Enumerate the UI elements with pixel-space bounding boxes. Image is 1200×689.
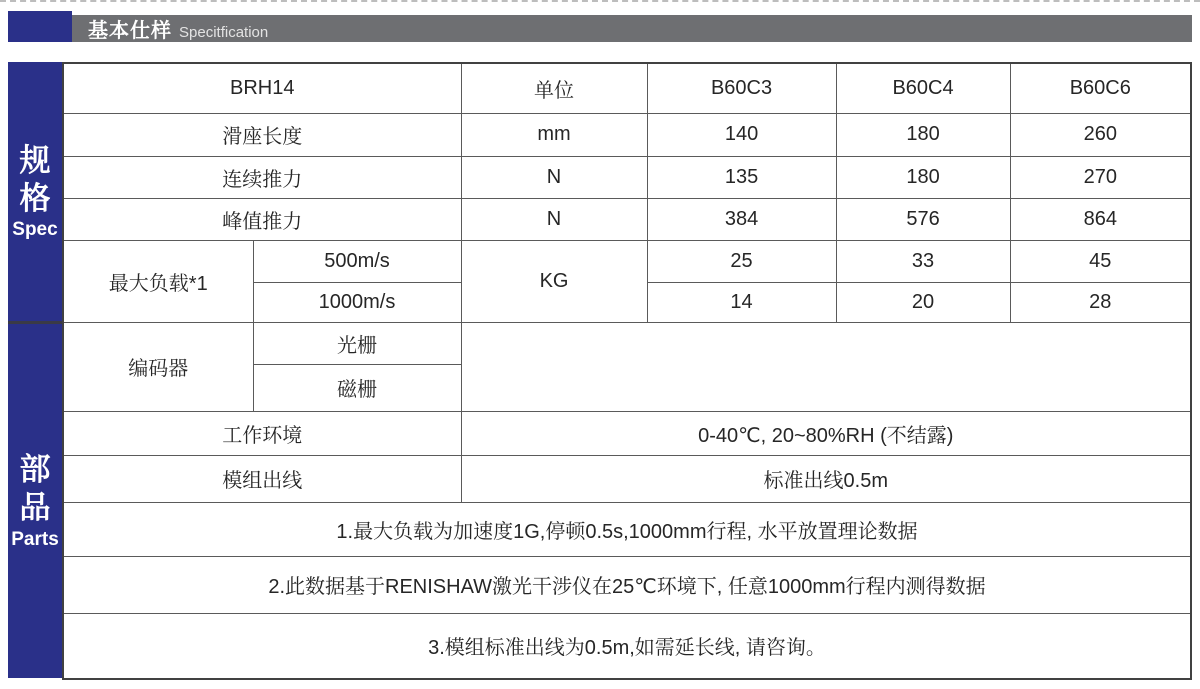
row-note-1: [63, 502, 1191, 556]
encoder-empty-cell: [461, 322, 1191, 411]
max-load-speed-1000: 1000m/s: [253, 282, 461, 322]
encoder-label: 编码器: [63, 322, 253, 411]
max-load-unit: KG: [461, 240, 647, 322]
cable-label: 模组出线: [63, 455, 461, 502]
value-cell: 180: [836, 156, 1010, 198]
sidebar-section-parts: [8, 321, 62, 678]
value-cell: 140: [647, 113, 836, 156]
sidebar-spec-label-en: Spec: [12, 219, 58, 241]
row-note-3: [63, 613, 1191, 679]
value-cell: 25: [647, 240, 836, 282]
header-col-b60c6: B60C6: [1010, 63, 1191, 113]
value-cell: 45: [1010, 240, 1191, 282]
row-label: 连续推力: [63, 156, 461, 198]
value-cell: 33: [836, 240, 1010, 282]
row-note-2: [63, 556, 1191, 613]
row-peak-force: [63, 198, 1191, 240]
value-cell: 864: [1010, 198, 1191, 240]
row-cable: [63, 455, 1191, 502]
value-cell: 260: [1010, 113, 1191, 156]
section-title-zh: 基本仕样: [88, 20, 172, 42]
spec-table: [62, 62, 1192, 680]
header-unit: 单位: [461, 63, 647, 113]
row-environment: [63, 411, 1191, 455]
value-cell: 576: [836, 198, 1010, 240]
value-cell: 180: [836, 113, 1010, 156]
encoder-type-magnetic: 磁栅: [253, 364, 461, 411]
header-model: BRH14: [63, 63, 461, 113]
spec-table-wrapper: [62, 62, 1192, 680]
value-cell: 14: [647, 282, 836, 322]
note-2: 2.此数据基于RENISHAW激光干涉仪在25℃环境下, 任意1000mm行程内测得数据: [63, 556, 1191, 613]
row-label: 峰值推力: [63, 198, 461, 240]
value-cell: 20: [836, 282, 1010, 322]
title-accent-block: [8, 11, 72, 42]
value-cell: 384: [647, 198, 836, 240]
header-col-b60c4: B60C4: [836, 63, 1010, 113]
sidebar-section-spec: [8, 62, 62, 321]
row-continuous-force: [63, 156, 1191, 198]
value-cell: 270: [1010, 156, 1191, 198]
sidebar-parts-label-zh: 部品: [19, 452, 51, 525]
value-cell: 28: [1010, 282, 1191, 322]
cable-value: 标准出线0.5m: [461, 455, 1191, 502]
section-title: [88, 14, 268, 43]
header-col-b60c3: B60C3: [647, 63, 836, 113]
encoder-type-optical: 光栅: [253, 322, 461, 364]
sidebar-parts-label-en: Parts: [11, 528, 59, 550]
environment-label: 工作环境: [63, 411, 461, 455]
sidebar-spec-label-zh: 规格: [19, 142, 51, 216]
row-max-load-500: [63, 240, 1191, 282]
row-label: 滑座长度: [63, 113, 461, 156]
max-load-label: 最大负载*1: [63, 240, 253, 322]
value-cell: 135: [647, 156, 836, 198]
unit-cell: N: [461, 198, 647, 240]
table-header-row: [63, 63, 1191, 113]
section-title-bar: [30, 15, 1192, 42]
note-3: 3.模组标准出线为0.5m,如需延长线, 请咨询。: [63, 613, 1191, 679]
unit-cell: N: [461, 156, 647, 198]
unit-cell: mm: [461, 113, 647, 156]
section-title-en: Specitfication: [179, 24, 269, 41]
environment-value: 0-40℃, 20~80%RH (不结露): [461, 411, 1191, 455]
row-encoder-optical: [63, 322, 1191, 364]
max-load-speed-500: 500m/s: [253, 240, 461, 282]
row-slider-length: [63, 113, 1191, 156]
note-1: 1.最大负载为加速度1G,停顿0.5s,1000mm行程, 水平放置理论数据: [63, 502, 1191, 556]
top-divider-line: [0, 0, 1200, 2]
